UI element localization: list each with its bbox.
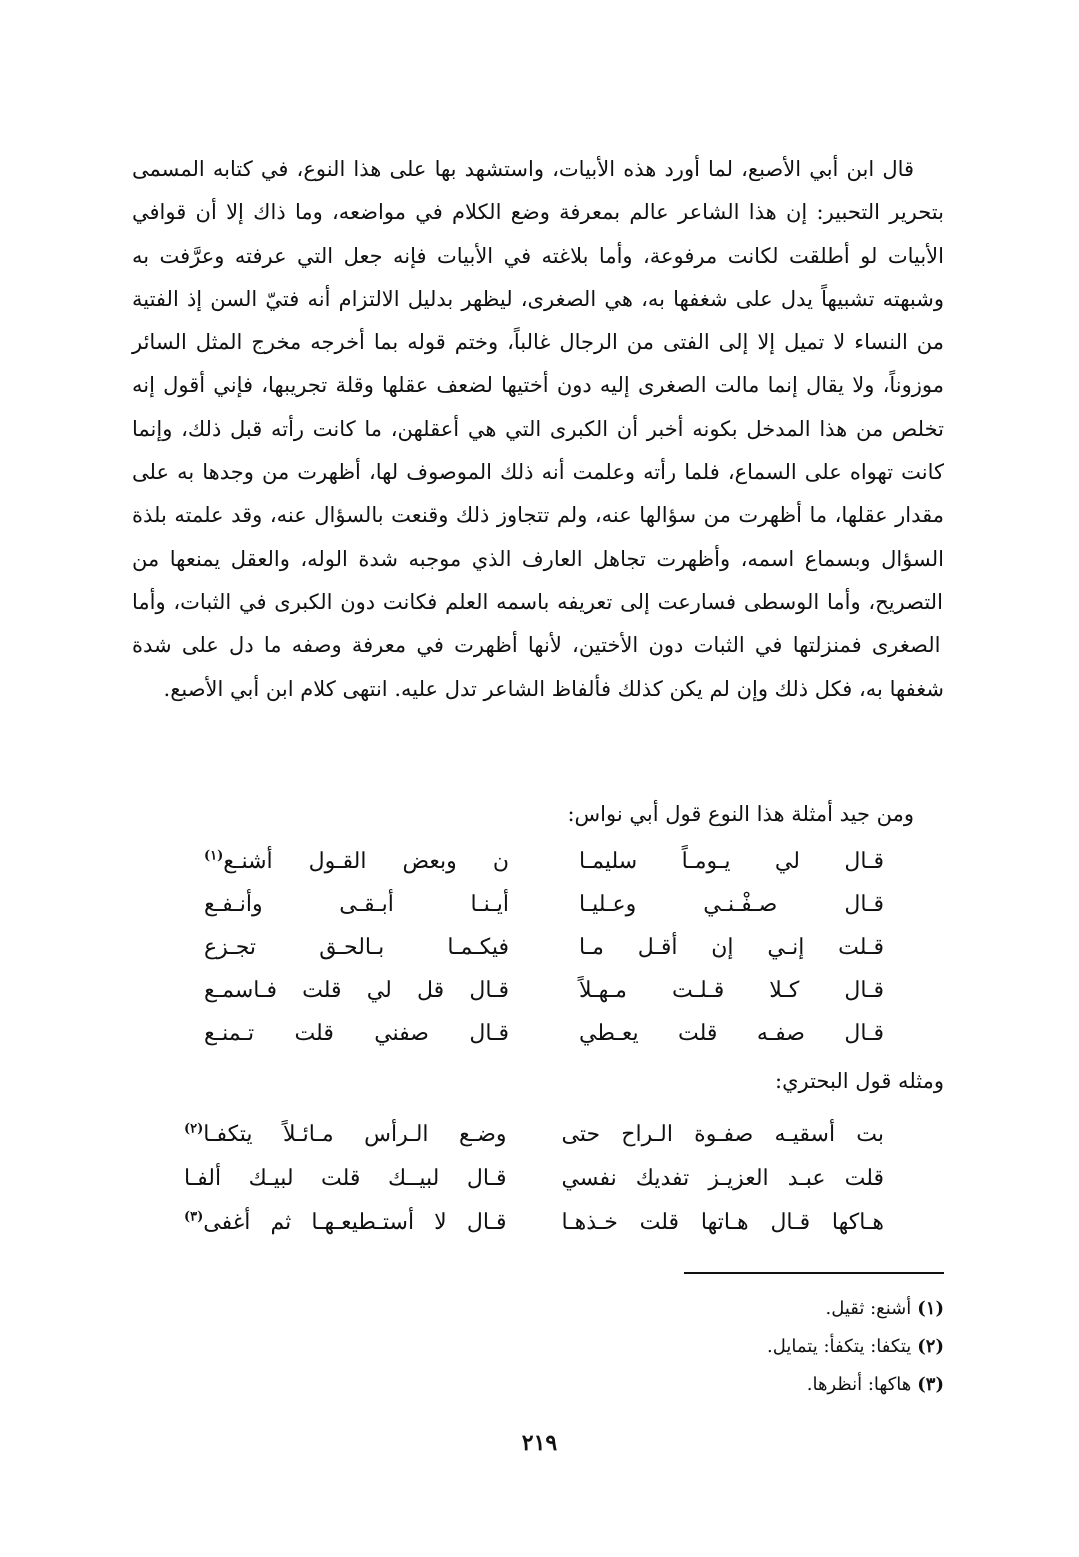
body-line: الأصبع. — [163, 676, 224, 701]
hemistich-text: قـال لا أستـطيعـهـا ثم أغفى — [203, 1209, 507, 1235]
body-paragraph — [132, 148, 944, 711]
hemistich-text: وضـع الـرأس مـائـلاً يتكفـا — [203, 1121, 507, 1147]
first-hemistich: قـال لي يـومـاً سليمـا — [579, 849, 884, 874]
first-hemistich: هـاكها قـال هـاتها قلت خـذهـا — [561, 1209, 884, 1235]
verse — [184, 969, 884, 1012]
second-hemistich: قـال قل لي قلت فـاسمـع — [204, 978, 509, 1003]
first-hemistich: بت أسقيـه صفـوة الـراح حتى — [561, 1121, 884, 1147]
footnote-divider — [684, 1272, 944, 1274]
first-hemistich: قـال صفـه قلت يعـطي — [579, 1021, 884, 1046]
second-hemistich: فيكـمـا بـالحـق تجـزع — [204, 935, 509, 960]
poem-intro: ومثله قول البحتري: — [775, 1069, 944, 1093]
second-hemistich: أيـنـا أبـقـى وأنـفـع — [204, 892, 509, 917]
verse — [184, 1200, 884, 1244]
verse — [184, 1012, 884, 1055]
first-hemistich: قلت عبـد العزيـز تفديك نفسي — [561, 1165, 884, 1191]
body-line: الكبرى التي هي أعقلهن، ما كانت رأته قبل ذلك، وإنما كانت تهواه على السماع، فلما — [132, 416, 945, 485]
poem-abu-nuwas — [184, 840, 884, 1055]
footnote-number: (١) — [917, 1298, 944, 1319]
footnote-text: أشنع: ثقيل. — [825, 1298, 912, 1319]
body-line: قوله بما أخرجه مخرج المثل السائر موزوناً، ولا يقال إنما مالت الصغرى إليه دون أختيها — [132, 330, 944, 398]
verse — [184, 840, 884, 883]
poem-buhturi — [184, 1112, 884, 1244]
second-hemistich — [184, 1122, 507, 1147]
second-hemistich: قـال صفني قلت تـمنـع — [204, 1021, 509, 1046]
footnote-ref: (١) — [204, 848, 224, 864]
footnote-number: (٢) — [917, 1336, 944, 1357]
page-number: ٢١٩ — [521, 1430, 558, 1456]
footnote-text: يتكفا: يتكفأ: يتمايل. — [767, 1336, 912, 1357]
verse — [184, 926, 884, 969]
footnote-ref: (٣) — [184, 1209, 204, 1225]
body-line: لضعف عقلها وقلة تجريبها، فإني أقول إنه تخلص من هذا المدخل بكونه أخبر أن — [132, 373, 944, 441]
verse — [184, 1156, 884, 1200]
poem-intro: ومن جيد أمثلة هذا النوع قول أبي نواس: — [567, 802, 914, 826]
body-line: اسمه، وأظهرت تجاهل العارف الذي موجبه شدة الوله، والعقل يمنعها من التصريح، — [132, 546, 943, 614]
body-line: شغفها به، فكل ذلك وإن لم يكن كذلك فألفاظ الشاعر تدل عليه. انتهى كلام ابن أبي — [223, 676, 944, 701]
footnote — [444, 1290, 944, 1328]
footnote-number: (٣) — [917, 1374, 944, 1395]
second-hemistich — [184, 1210, 507, 1235]
first-hemistich: قـال صـفْـنـي وعـليـا — [579, 892, 884, 917]
footnote — [444, 1328, 944, 1366]
body-line: الصغرى فمنزلتها في الثبات دون الأختين، لأنها أظهرت في معرفة وصفه ما دل على شدة — [132, 633, 941, 658]
footnote-text: هاكها: أنظرها. — [806, 1374, 912, 1395]
body-line: قال ابن أبي الأصبع، لما أورد هذه الأبيات، واستشهد بها على هذا النوع، في — [252, 157, 915, 181]
verse — [184, 1112, 884, 1156]
hemistich-text: ن وبعض القـول أشنـع — [223, 849, 509, 874]
first-hemistich: قـال كـلا قـلـت مـهـلاً — [579, 978, 884, 1003]
body-line: رأته وعلمت أنه ذلك الموصوف لها، أظهرت من وجدها به على مقدار عقلها، ما أظهرت — [132, 460, 945, 528]
footnote-ref: (٢) — [184, 1121, 204, 1137]
second-hemistich: قـال لبيــك قلت لبيـك ألفـا — [184, 1165, 507, 1191]
body-line: الالتزام أنه فتيّ السن إذ الفتية من النساء لا تميل إلا إلى الفتى من الرجال غالباً، وختم — [132, 286, 945, 355]
footnotes — [444, 1290, 944, 1404]
first-hemistich: قـلت إنـي إن أقـل مـا — [579, 935, 884, 960]
paragraph-text — [132, 148, 944, 711]
body-line: التي عرفته وعرَّفت به وشبهته تشبيهاً يدل على شغفها به، هي الصغرى، ليظهر بدليل — [132, 243, 944, 311]
body-line: من سؤالها عنه، ولم تتجاوز ذلك وقنعت بالسؤال عنه، وقد علمته بلذة السؤال وبسماع — [132, 503, 944, 571]
body-line: وأما الوسطى فسارعت إلى تعريفه باسمه العلم فكانت دون الكبرى في الثبات، وأما — [132, 589, 861, 614]
verse — [184, 883, 884, 926]
body-line: ذاك إلا أن قوافي الأبيات لو أطلقت لكانت مرفوعة، وأما بلاغته في الأبيات فإنه جعل — [132, 200, 944, 268]
body-line: كتابه المسمى بتحرير التحبير: إن هذا الشاعر عالم بمعرفة وضع الكلام في مواضعه، وما — [132, 157, 944, 225]
second-hemistich — [204, 849, 509, 874]
footnote — [444, 1366, 944, 1404]
